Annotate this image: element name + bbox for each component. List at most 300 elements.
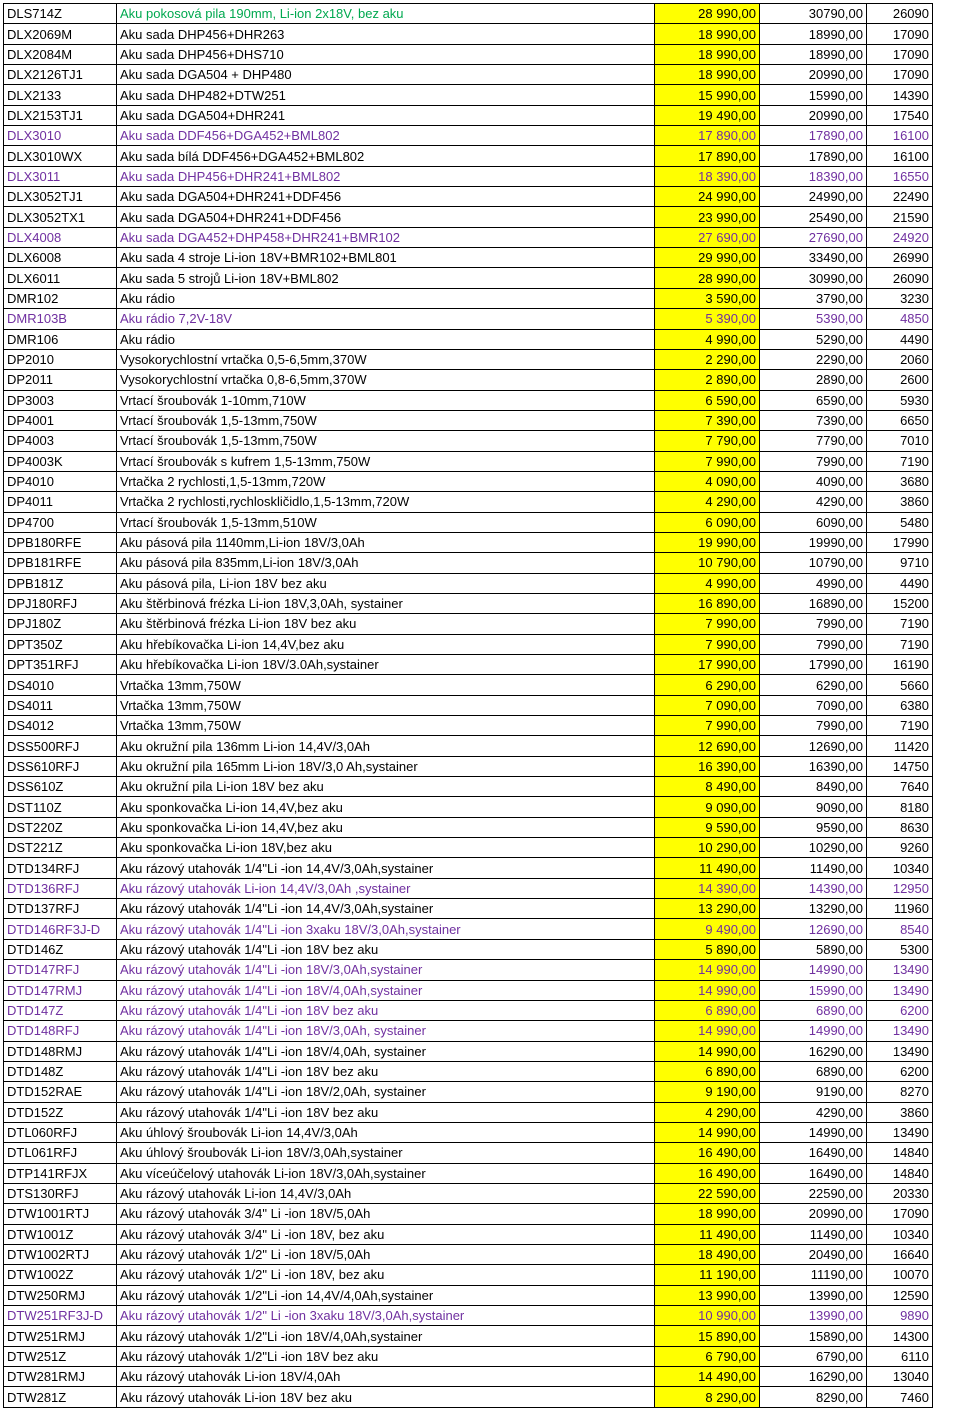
product-code-cell: DP2011 [4,370,117,390]
table-row [4,187,933,207]
product-name-cell: Aku okružní pila 136mm Li-ion 14,4V/3,0Ah [117,736,655,756]
product-name-cell: Aku rázový utahovák 1/2"Li -ion 14,4V/4,0Ah,systainer [117,1285,655,1305]
price-cell: 9 490,00 [655,919,760,939]
table-row [4,492,933,512]
table-row [4,431,933,451]
product-name-cell: Vrtací šroubovák s kufrem 1,5-13mm,750W [117,451,655,471]
price2-cell: 30790,00 [760,4,867,24]
price-cell: 14 990,00 [655,1041,760,1061]
product-name-cell: Aku sada 4 stroje Li-ion 18V+BMR102+BML801 [117,248,655,268]
price-cell: 7 790,00 [655,431,760,451]
price-cell: 19 990,00 [655,532,760,552]
price2-cell: 6290,00 [760,675,867,695]
product-code-cell: DST220Z [4,817,117,837]
product-name-cell: Aku sada bílá DDF456+DGA452+BML802 [117,146,655,166]
price3-cell: 7010 [867,431,933,451]
product-name-cell: Aku okružní pila Li-ion 18V bez aku [117,777,655,797]
price2-cell: 33490,00 [760,248,867,268]
price3-cell: 8540 [867,919,933,939]
product-name-cell: Aku sada DHP456+DHR263 [117,24,655,44]
product-name-cell: Aku rádio [117,288,655,308]
price-cell: 14 990,00 [655,960,760,980]
price-cell: 8 490,00 [655,777,760,797]
price3-cell: 7190 [867,716,933,736]
table-row [4,390,933,410]
price-cell: 28 990,00 [655,4,760,24]
price2-cell: 4990,00 [760,573,867,593]
table-row [4,1122,933,1142]
price2-cell: 7090,00 [760,695,867,715]
product-name-cell: Aku rázový utahovák 1/4"Li -ion 18V/3,0Ah,systainer [117,960,655,980]
table-row [4,553,933,573]
price2-cell: 4090,00 [760,471,867,491]
price3-cell: 5300 [867,939,933,959]
product-code-cell: DP4001 [4,410,117,430]
product-name-cell: Aku okružní pila 165mm Li-ion 18V/3,0 Ah,systainer [117,756,655,776]
price-list-body [4,4,933,1408]
product-code-cell: DTW250RMJ [4,1285,117,1305]
price2-cell: 9590,00 [760,817,867,837]
product-code-cell: DLX3052TJ1 [4,187,117,207]
price3-cell: 20330 [867,1183,933,1203]
product-code-cell: DTW251Z [4,1346,117,1366]
table-row [4,410,933,430]
product-code-cell: DTD136RFJ [4,878,117,898]
product-name-cell: Aku úhlový šroubovák Li-ion 14,4V/3,0Ah [117,1122,655,1142]
price2-cell: 8290,00 [760,1387,867,1407]
product-name-cell: Aku sada DHP482+DTW251 [117,85,655,105]
price2-cell: 20990,00 [760,1204,867,1224]
product-code-cell: DSS610RFJ [4,756,117,776]
price2-cell: 14390,00 [760,878,867,898]
price2-cell: 18390,00 [760,166,867,186]
product-code-cell: DPJ180RFJ [4,593,117,613]
price3-cell: 6650 [867,410,933,430]
product-code-cell: DTD134RFJ [4,858,117,878]
product-name-cell: Aku rázový utahovák 1/4"Li -ion 14,4V/3,0Ah,systainer [117,858,655,878]
price3-cell: 4490 [867,329,933,349]
product-code-cell: DMR102 [4,288,117,308]
price-cell: 16 490,00 [655,1163,760,1183]
product-code-cell: DS4012 [4,716,117,736]
price3-cell: 12950 [867,878,933,898]
price3-cell: 17090 [867,44,933,64]
table-row [4,1082,933,1102]
price-cell: 18 490,00 [655,1244,760,1264]
table-row [4,248,933,268]
table-row [4,126,933,146]
product-name-cell: Aku rázový utahovák 1/4"Li -ion 3xaku 18V/3,0Ah,systainer [117,919,655,939]
product-name-cell: Aku rázový utahovák Li-ion 14,4V/3,0Ah ,systainer [117,878,655,898]
price3-cell: 9890 [867,1306,933,1326]
price2-cell: 18990,00 [760,24,867,44]
table-row [4,166,933,186]
product-name-cell: Aku sada DGA504 + DHP480 [117,65,655,85]
product-name-cell: Aku rázový utahovák 1/4"Li -ion 18V/3,0Ah, systainer [117,1021,655,1041]
product-name-cell: Vrtací šroubovák 1-10mm,710W [117,390,655,410]
price3-cell: 22490 [867,187,933,207]
price2-cell: 14990,00 [760,1122,867,1142]
table-row [4,756,933,776]
price-cell: 17 990,00 [655,655,760,675]
product-name-cell: Vysokorychlostní vrtačka 0,8-6,5mm,370W [117,370,655,390]
product-code-cell: DLX3052TX1 [4,207,117,227]
price3-cell: 14390 [867,85,933,105]
table-row [4,1387,933,1407]
price3-cell: 3680 [867,471,933,491]
price-cell: 14 490,00 [655,1367,760,1387]
price3-cell: 8270 [867,1082,933,1102]
price-cell: 10 990,00 [655,1306,760,1326]
product-code-cell: DP4003 [4,431,117,451]
price-cell: 9 090,00 [655,797,760,817]
product-code-cell: DTD152RAE [4,1082,117,1102]
product-name-cell: Aku rázový utahovák 1/2"Li -ion 18V/4,0Ah,systainer [117,1326,655,1346]
price2-cell: 30990,00 [760,268,867,288]
product-code-cell: DTD152Z [4,1102,117,1122]
table-row [4,1367,933,1387]
product-code-cell: DTD147RMJ [4,980,117,1000]
table-row [4,878,933,898]
price2-cell: 16490,00 [760,1163,867,1183]
price2-cell: 16890,00 [760,593,867,613]
price3-cell: 16100 [867,126,933,146]
price3-cell: 14840 [867,1143,933,1163]
price2-cell: 10290,00 [760,838,867,858]
product-code-cell: DPT350Z [4,634,117,654]
price3-cell: 6200 [867,1061,933,1081]
price-cell: 12 690,00 [655,736,760,756]
product-name-cell: Vrtací šroubovák 1,5-13mm,510W [117,512,655,532]
price-cell: 23 990,00 [655,207,760,227]
product-name-cell: Aku rázový utahovák Li-ion 18V/4,0Ah [117,1367,655,1387]
price-cell: 4 290,00 [655,1102,760,1122]
price2-cell: 13990,00 [760,1306,867,1326]
product-name-cell: Aku rázový utahovák 1/4"Li -ion 18V/2,0Ah, systainer [117,1082,655,1102]
product-name-cell: Aku sponkovačka Li-ion 14,4V,bez aku [117,817,655,837]
table-row [4,1061,933,1081]
product-code-cell: DTP141RFJX [4,1163,117,1183]
price3-cell: 10340 [867,858,933,878]
price2-cell: 5890,00 [760,939,867,959]
price-cell: 18 990,00 [655,1204,760,1224]
product-code-cell: DP4003K [4,451,117,471]
product-name-cell: Aku rázový utahovák 3/4" Li -ion 18V/5,0Ah [117,1204,655,1224]
price-cell: 15 890,00 [655,1326,760,1346]
product-code-cell: DLX2133 [4,85,117,105]
price2-cell: 9090,00 [760,797,867,817]
price-cell: 7 990,00 [655,614,760,634]
price3-cell: 8630 [867,817,933,837]
price-cell: 11 490,00 [655,858,760,878]
price-cell: 3 590,00 [655,288,760,308]
table-row [4,329,933,349]
table-row [4,451,933,471]
price2-cell: 14990,00 [760,960,867,980]
price3-cell: 14840 [867,1163,933,1183]
price2-cell: 17890,00 [760,146,867,166]
product-code-cell: DLX6008 [4,248,117,268]
price3-cell: 7190 [867,634,933,654]
table-row [4,736,933,756]
product-name-cell: Aku sponkovačka Li-ion 14,4V,bez aku [117,797,655,817]
table-row [4,207,933,227]
product-name-cell: Aku rázový utahovák 1/4"Li -ion 18V bez aku [117,1061,655,1081]
price3-cell: 7460 [867,1387,933,1407]
price-cell: 14 990,00 [655,1122,760,1142]
price3-cell: 13490 [867,1041,933,1061]
product-code-cell: DLS714Z [4,4,117,24]
table-row [4,573,933,593]
product-code-cell: DLX6011 [4,268,117,288]
price3-cell: 26090 [867,268,933,288]
product-name-cell: Vrtačka 2 rychlosti,rychloskličidlo,1,5-13mm,720W [117,492,655,512]
table-row [4,1285,933,1305]
price3-cell: 10070 [867,1265,933,1285]
price2-cell: 20990,00 [760,65,867,85]
price3-cell: 7190 [867,614,933,634]
product-name-cell: Aku rádio [117,329,655,349]
price-cell: 8 290,00 [655,1387,760,1407]
table-row [4,44,933,64]
price2-cell: 16290,00 [760,1041,867,1061]
product-code-cell: DS4010 [4,675,117,695]
price3-cell: 26090 [867,4,933,24]
price3-cell: 2060 [867,349,933,369]
table-row [4,1000,933,1020]
price2-cell: 16290,00 [760,1367,867,1387]
product-code-cell: DTD146Z [4,939,117,959]
product-name-cell: Aku rázový utahovák 1/4"Li -ion 14,4V/3,0Ah,systainer [117,899,655,919]
table-row [4,614,933,634]
price3-cell: 4850 [867,309,933,329]
product-code-cell: DTD137RFJ [4,899,117,919]
table-row [4,1326,933,1346]
table-row [4,85,933,105]
price2-cell: 6590,00 [760,390,867,410]
product-code-cell: DSS610Z [4,777,117,797]
price2-cell: 11490,00 [760,1224,867,1244]
price3-cell: 13490 [867,1122,933,1142]
table-row [4,471,933,491]
table-row [4,1183,933,1203]
price2-cell: 17990,00 [760,655,867,675]
price3-cell: 16550 [867,166,933,186]
price3-cell: 16640 [867,1244,933,1264]
price2-cell: 17890,00 [760,126,867,146]
price3-cell: 17090 [867,65,933,85]
table-row [4,65,933,85]
price-cell: 11 190,00 [655,1265,760,1285]
price3-cell: 17090 [867,24,933,44]
price2-cell: 7990,00 [760,614,867,634]
product-code-cell: DP4010 [4,471,117,491]
price-cell: 5 390,00 [655,309,760,329]
product-name-cell: Aku pokosová pila 190mm, Li-ion 2x18V, bez aku [117,4,655,24]
price2-cell: 6890,00 [760,1000,867,1020]
product-name-cell: Aku úhlový šroubovák Li-ion 18V/3,0Ah,systainer [117,1143,655,1163]
price3-cell: 5660 [867,675,933,695]
product-name-cell: Vysokorychlostní vrtačka 0,5-6,5mm,370W [117,349,655,369]
price2-cell: 2290,00 [760,349,867,369]
product-code-cell: DST221Z [4,838,117,858]
price-cell: 5 890,00 [655,939,760,959]
price3-cell: 13490 [867,980,933,1000]
price-cell: 6 890,00 [655,1061,760,1081]
price-cell: 14 990,00 [655,980,760,1000]
price-cell: 4 090,00 [655,471,760,491]
price-cell: 22 590,00 [655,1183,760,1203]
price-cell: 7 990,00 [655,634,760,654]
product-code-cell: DTD147RFJ [4,960,117,980]
product-code-cell: DTS130RFJ [4,1183,117,1203]
table-row [4,960,933,980]
product-name-cell: Aku pásová pila 835mm,Li-ion 18V/3,0Ah [117,553,655,573]
product-code-cell: DTW1001RTJ [4,1204,117,1224]
price2-cell: 6890,00 [760,1061,867,1081]
price2-cell: 6090,00 [760,512,867,532]
table-row [4,1224,933,1244]
price2-cell: 12690,00 [760,736,867,756]
price3-cell: 24920 [867,227,933,247]
price2-cell: 4290,00 [760,1102,867,1122]
price3-cell: 8180 [867,797,933,817]
price2-cell: 11490,00 [760,858,867,878]
price3-cell: 6110 [867,1346,933,1366]
product-code-cell: DPB180RFE [4,532,117,552]
table-row [4,532,933,552]
price2-cell: 15990,00 [760,980,867,1000]
price2-cell: 5390,00 [760,309,867,329]
price3-cell: 14750 [867,756,933,776]
price2-cell: 25490,00 [760,207,867,227]
product-code-cell: DS4011 [4,695,117,715]
price-cell: 15 990,00 [655,85,760,105]
product-code-cell: DPB181Z [4,573,117,593]
product-code-cell: DTW1002RTJ [4,1244,117,1264]
price2-cell: 4290,00 [760,492,867,512]
price2-cell: 15990,00 [760,85,867,105]
price2-cell: 24990,00 [760,187,867,207]
product-name-cell: Aku pásová pila 1140mm,Li-ion 18V/3,0Ah [117,532,655,552]
price2-cell: 10790,00 [760,553,867,573]
product-name-cell: Aku rádio 7,2V-18V [117,309,655,329]
table-row [4,817,933,837]
table-row [4,919,933,939]
product-name-cell: Aku rázový utahovák 3/4" Li -ion 18V, bez aku [117,1224,655,1244]
table-row [4,1346,933,1366]
product-name-cell: Aku rázový utahovák 1/4"Li -ion 18V/4,0Ah,systainer [117,980,655,1000]
price3-cell: 13040 [867,1367,933,1387]
product-name-cell: Aku sada DHP456+DHR241+BML802 [117,166,655,186]
price-cell: 7 990,00 [655,451,760,471]
product-code-cell: DLX4008 [4,227,117,247]
table-row [4,980,933,1000]
price-cell: 9 590,00 [655,817,760,837]
product-name-cell: Aku sada DGA452+DHP458+DHR241+BMR102 [117,227,655,247]
product-code-cell: DMR106 [4,329,117,349]
price2-cell: 20990,00 [760,105,867,125]
product-code-cell: DMR103B [4,309,117,329]
product-code-cell: DTW281Z [4,1387,117,1407]
price3-cell: 5930 [867,390,933,410]
price-cell: 6 090,00 [655,512,760,532]
price3-cell: 10340 [867,1224,933,1244]
product-name-cell: Aku štěrbinová frézka Li-ion 18V bez aku [117,614,655,634]
price2-cell: 7990,00 [760,634,867,654]
price-cell: 6 790,00 [655,1346,760,1366]
table-row [4,349,933,369]
price3-cell: 7190 [867,451,933,471]
product-name-cell: Aku sada DGA504+DHR241+DDF456 [117,187,655,207]
price-cell: 11 490,00 [655,1224,760,1244]
product-code-cell: DTD147Z [4,1000,117,1020]
product-name-cell: Vrtačka 13mm,750W [117,716,655,736]
price2-cell: 2890,00 [760,370,867,390]
price3-cell: 7640 [867,777,933,797]
table-row [4,146,933,166]
price3-cell: 9260 [867,838,933,858]
price3-cell: 5480 [867,512,933,532]
price2-cell: 7790,00 [760,431,867,451]
table-row [4,675,933,695]
price3-cell: 11420 [867,736,933,756]
price3-cell: 16100 [867,146,933,166]
table-row [4,268,933,288]
price-cell: 27 690,00 [655,227,760,247]
price3-cell: 2600 [867,370,933,390]
price2-cell: 12690,00 [760,919,867,939]
product-code-cell: DTD148RFJ [4,1021,117,1041]
product-code-cell: DTD148Z [4,1061,117,1081]
price-cell: 18 990,00 [655,44,760,64]
product-code-cell: DLX3010WX [4,146,117,166]
table-row [4,370,933,390]
table-row [4,716,933,736]
product-name-cell: Aku rázový utahovák 1/4"Li -ion 18V bez aku [117,1000,655,1020]
product-name-cell: Aku pásová pila, Li-ion 18V bez aku [117,573,655,593]
price-cell: 2 890,00 [655,370,760,390]
product-name-cell: Aku hřebíkovačka Li-ion 18V/3.0Ah,systainer [117,655,655,675]
product-name-cell: Vrtačka 13mm,750W [117,695,655,715]
price-cell: 17 890,00 [655,126,760,146]
table-row [4,695,933,715]
price-cell: 14 990,00 [655,1021,760,1041]
table-row [4,1021,933,1041]
product-name-cell: Vrtačka 2 rychlosti,1,5-13mm,720W [117,471,655,491]
price-cell: 7 090,00 [655,695,760,715]
price-list-table [3,3,933,1408]
table-row [4,1102,933,1122]
price2-cell: 20490,00 [760,1244,867,1264]
price-cell: 2 290,00 [655,349,760,369]
price2-cell: 11190,00 [760,1265,867,1285]
product-code-cell: DST110Z [4,797,117,817]
table-row [4,1306,933,1326]
product-code-cell: DTW251RF3J-D [4,1306,117,1326]
price3-cell: 17990 [867,532,933,552]
table-row [4,1204,933,1224]
price2-cell: 13990,00 [760,1285,867,1305]
price2-cell: 8490,00 [760,777,867,797]
product-code-cell: DTL061RFJ [4,1143,117,1163]
table-row [4,1265,933,1285]
product-name-cell: Aku sada DGA504+DHR241 [117,105,655,125]
product-code-cell: DLX2126TJ1 [4,65,117,85]
price-cell: 6 590,00 [655,390,760,410]
price3-cell: 17540 [867,105,933,125]
price3-cell: 11960 [867,899,933,919]
